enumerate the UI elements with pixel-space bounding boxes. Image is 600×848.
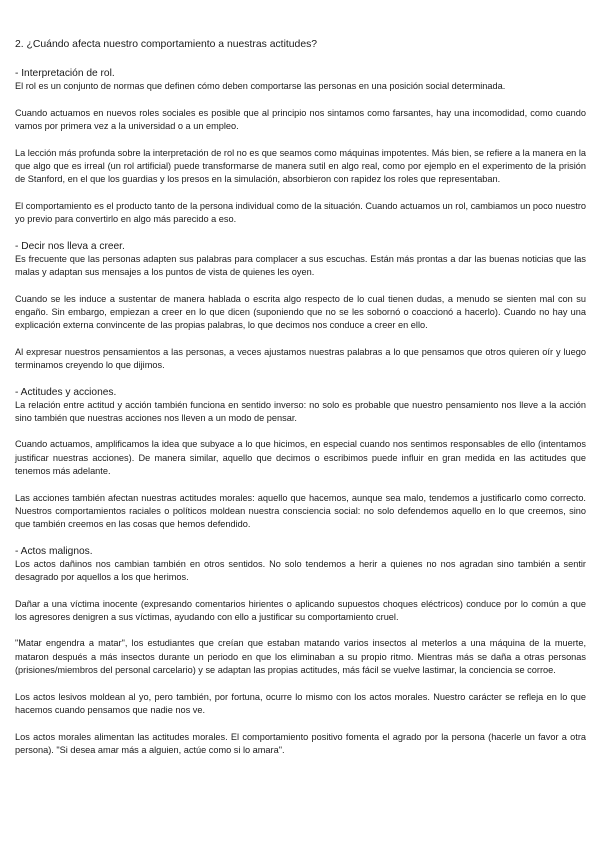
paragraph: El rol es un conjunto de normas que definen cómo deben comportarse las personas en una posición social determinada.: [15, 81, 506, 91]
section-heading: - Interpretación de rol.: [15, 68, 115, 79]
paragraph: Las acciones también afectan nuestras actitudes morales: aquello que hacemos, aunque sea malo, tendemos a justificarlo como correcto. Nuestros comportamientos raciales o políticos moldean nuestra consciencia social: no solo defendemos aquello en lo que creemos, sino que también creemos en las cosas que hemos defendido.: [15, 492, 586, 529]
section-actos-malignos: [15, 545, 586, 757]
paragraph: El comportamiento es el producto tanto de la persona individual como de la situación. Cuando actuamos un rol, cambiamos un poco nuestro yo previo para convertirlo en algo más parecido a eso.: [15, 200, 586, 224]
paragraph: Dañar a una víctima inocente (expresando comentarios hirientes o aplicando supuestos choques eléctricos) conduce por lo común a que los agresores denigren a sus víctimas, ayudando con ello a justificar su comportamiento cruel.: [15, 598, 586, 622]
paragraph: Es frecuente que las personas adapten sus palabras para complacer a sus escuchas. Están más prontas a dar las buenas noticias que las malas y adaptan sus mensajes a los puntos de vista de quienes les oyen.: [15, 253, 586, 277]
paragraph: La lección más profunda sobre la interpretación de rol no es que seamos como máquinas impotentes. Más bien, se refiere a la manera en la que algo que es irreal (un rol artificial) puede transformarse de manera sutil en algo real, como por ejemplo en el experimento de la prisión de Stanford, en el que los guardias y los presos en la simulación, absorbieron con rapidez los roles que representaban.: [15, 147, 586, 185]
section-heading: - Actos malignos.: [15, 545, 93, 557]
page-title: 2. ¿Cuándo afecta nuestro comportamiento a nuestras actitudes?: [15, 39, 318, 50]
paragraph: Al expresar nuestros pensamientos a las personas, a veces ajustamos nuestras palabras a lo que pensamos que otros quieren oír y luego terminamos creyendo lo que dijimos.: [15, 346, 586, 370]
section-heading: - Actitudes y acciones.: [15, 386, 117, 398]
paragraph: Los actos dañinos nos cambian también en otros sentidos. No solo tendemos a herir a quienes no nos agradan sino también a sentir desagrado por aquellos a los que herimos.: [15, 558, 586, 582]
paragraph: Los actos morales alimentan las actitudes morales. El comportamiento positivo fomenta el agrado por la persona (hacerle un favor a otra persona). "Si desea amar más a alguien, actúe como si lo amara".: [15, 731, 586, 755]
paragraph: Los actos lesivos moldean al yo, pero también, por fortuna, ocurre lo mismo con los actos morales. Nuestro carácter se refleja en lo que hacemos cuando pensamos que nadie nos ve.: [15, 691, 586, 715]
section-heading: - Decir nos lleva a creer.: [15, 240, 125, 252]
paragraph: Cuando actuamos, amplificamos la idea que subyace a lo que hicimos, en especial cuando nos sentimos responsables de ello (intentamos justificar nuestras acciones). De manera similar, aquello que decimos o escribimos puede influir en gran medida en las actitudes que tenemos más adelante.: [15, 439, 586, 476]
paragraph: Cuando actuamos en nuevos roles sociales es posible que al principio nos sintamos como farsantes, hay una incomodidad, como cuando vamos por primera vez a la universidad o a un empleo.: [15, 107, 586, 131]
paragraph: La relación entre actitud y acción también funciona en sentido inverso: no solo es probable que nuestro pensamiento nos lleve a la acción sino también que nuestras acciones nos lleven a un modo de pensar.: [15, 399, 586, 423]
section-decir-nos-lleva-a-creer: [15, 240, 586, 372]
paragraph: "Matar engendra a matar", los estudiantes que creían que estaban matando varios insectos al meterlos a una máquina de la muerte, mataron después a más insectos durante un periodo en que los eliminaban a su propio ritmo. Mientras más se daña a otras personas (prisiones/miembros del personal carcelario) y se adaptan las propias actitudes, más fácil se vuelve lastimar, la conciencia se corroe.: [15, 638, 586, 675]
section-interpretacion-de-rol: [15, 67, 586, 226]
paragraph: Cuando se les induce a sustentar de manera hablada o escrita algo respecto de lo cual tienen dudas, a menudo se sienten mal con su engaño. Sin embargo, empiezan a creer en lo que dicen (suponiendo que no se les sobornó o coaccionó a hacerlo). Cuando no hay una explicación externa convincente de las propias palabras, lo que decimos nos conduce a creer en ello.: [15, 293, 586, 330]
section-actitudes-y-acciones: [15, 386, 586, 532]
